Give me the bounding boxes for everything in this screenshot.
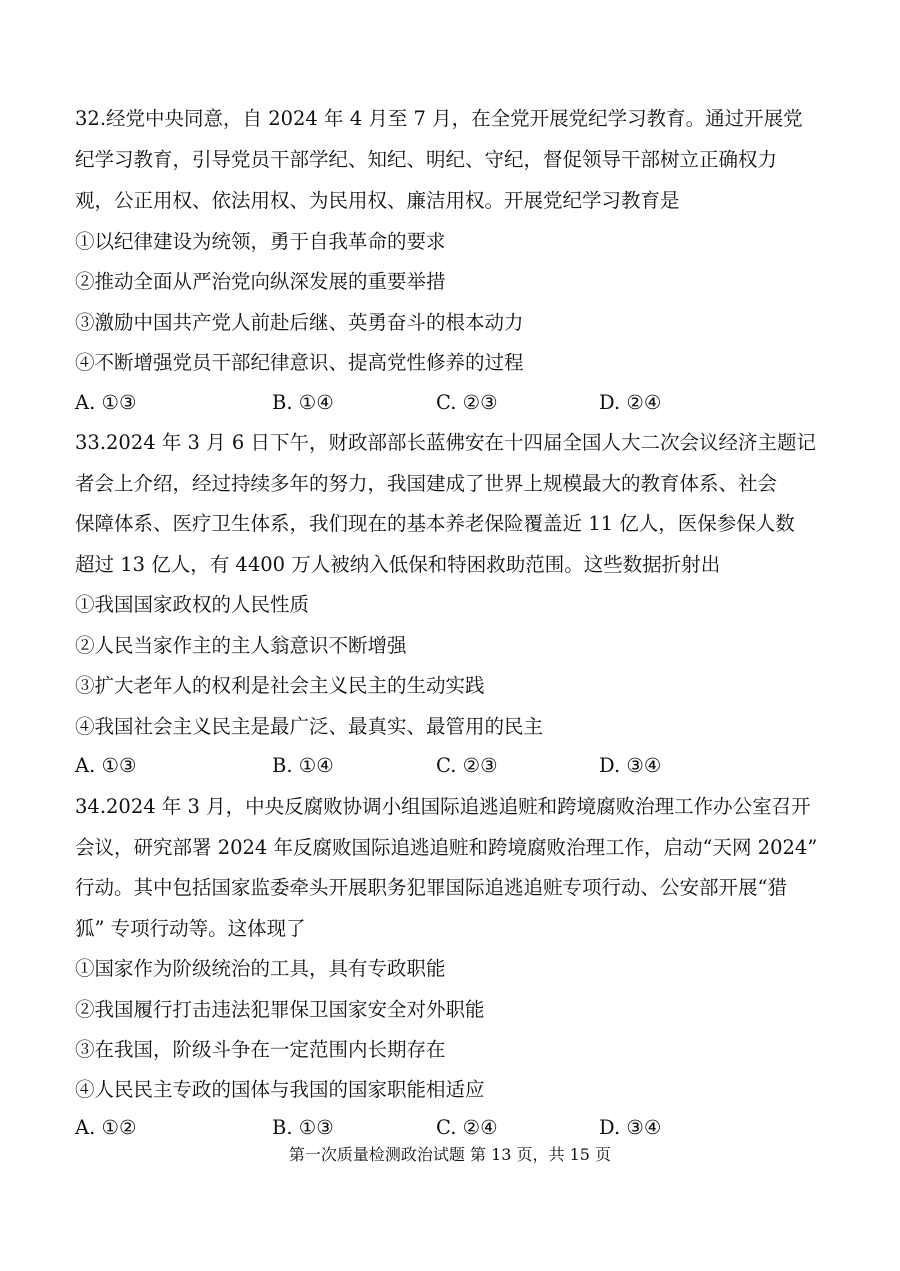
statement-item: ③在我国，阶级斗争在一定范围内长期存在 [75,1038,446,1061]
question-stem-line: 32.经党中央同意，自 2024 年 4 月至 7 月，在全党开展党纪学习教育。通过开展党 [75,107,803,130]
option-d: D. ③④ [599,1116,662,1139]
question-stem-line: 行动。其中包括国家监委牵头开展职务犯罪国际追逃追赃专项行动、公安部开展“猎 [75,876,787,899]
statement-item: ②人民当家作主的主人翁意识不断增强 [75,634,407,657]
question-stem-line: 34.2024 年 3 月，中央反腐败协调小组国际追逃追赃和跨境腐败治理工作办公室召开 [75,795,811,818]
page-footer: 第一次质量检测政治试题 第 13 页，共 15 页 [288,1145,612,1164]
answer-options [75,754,835,778]
question-stem-line: 保障体系、医疗卫生体系，我们现在的基本养老保险覆盖近 11 亿人，医保参保人数 [75,512,795,535]
statement-item: ④我国社会主义民主是最广泛、最真实、最管用的民主 [75,715,544,738]
option-b: B. ①④ [272,391,334,414]
option-b: B. ①③ [272,1116,334,1139]
statement-item: ②我国履行打击违法犯罪保卫国家安全对外职能 [75,998,485,1021]
question-stem-line: 纪学习教育，引导党员干部学纪、知纪、明纪、守纪，督促领导干部树立正确权力 [75,148,778,171]
statement-item: ④人民民主专政的国体与我国的国家职能相适应 [75,1078,485,1101]
statement-item: ③激励中国共产党人前赴后继、英勇奋斗的根本动力 [75,311,524,334]
question-stem-line: 超过 13 亿人，有 4400 万人被纳入低保和特困救助范围。这些数据折射出 [75,553,721,576]
statement-item: ①国家作为阶级统治的工具，具有专政职能 [75,957,446,980]
option-a: A. ①③ [75,754,137,777]
option-b: B. ①④ [272,754,334,777]
answer-options [75,1116,835,1140]
option-a: A. ①③ [75,391,137,414]
statement-item: ④不断增强党员干部纪律意识、提高党性修养的过程 [75,351,524,374]
statement-item: ③扩大老年人的权利是社会主义民主的生动实践 [75,674,485,697]
question-stem-line: 会议，研究部署 2024 年反腐败国际追逃追赃和跨境腐败治理工作，启动“天网 2024” [75,836,818,859]
question-stem-line: 者会上介绍，经过持续多年的努力，我国建成了世界上规模最大的教育体系、社会 [75,472,778,495]
option-c: C. ②④ [436,1116,498,1139]
option-c: C. ②③ [436,754,498,777]
answer-options [75,391,835,415]
question-stem-line: 观，公正用权、依法用权、为民用权、廉洁用权。开展党纪学习教育是 [75,189,680,212]
statement-item: ①以纪律建设为统领，勇于自我革命的要求 [75,230,446,253]
question-stem-line: 33.2024 年 3 月 6 日下午，财政部部长蓝佛安在十四届全国人大二次会议经济主题记 [75,431,816,454]
statement-item: ②推动全面从严治党向纵深发展的重要举措 [75,270,446,293]
option-c: C. ②③ [436,391,498,414]
question-stem-line: 狐” 专项行动等。这体现了 [75,917,306,940]
option-d: D. ③④ [599,754,662,777]
option-a: A. ①② [75,1116,137,1139]
statement-item: ①我国国家政权的人民性质 [75,593,310,616]
option-d: D. ②④ [599,391,662,414]
